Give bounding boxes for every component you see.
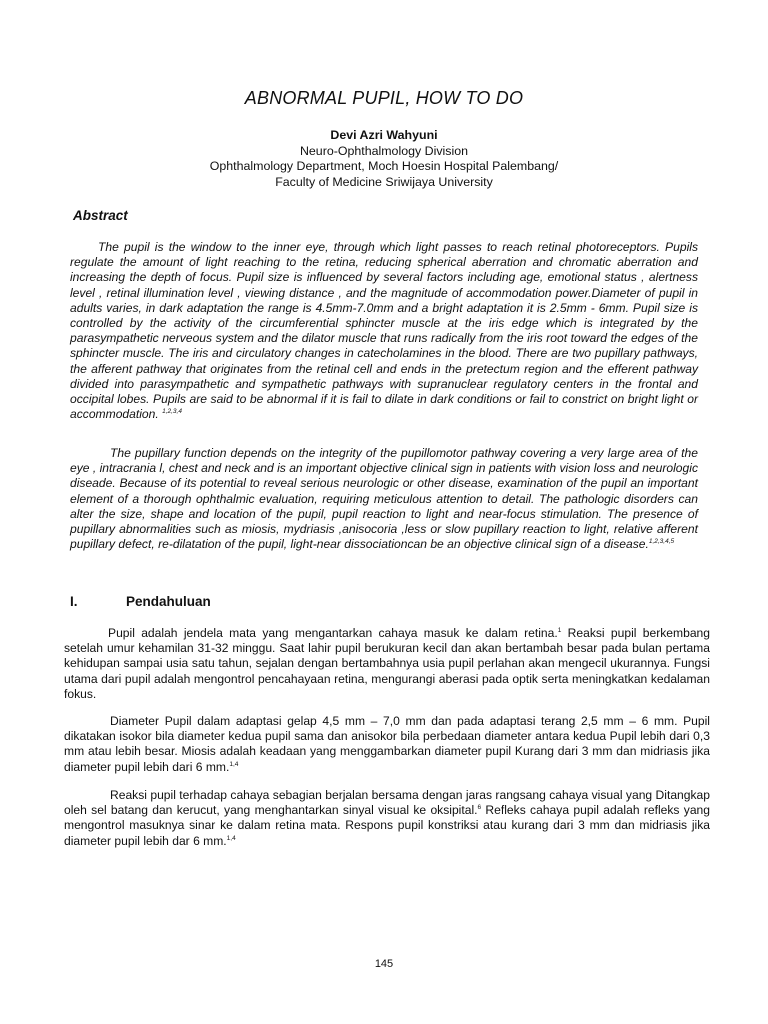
body-paragraph xyxy=(64,714,710,775)
citation-refs: 6 xyxy=(477,804,482,812)
citation-refs: 1 xyxy=(557,627,562,634)
author-name: Devi Azri Wahyuni xyxy=(330,128,438,142)
citation-refs: 1,2,3,4,5 xyxy=(648,538,675,546)
author-block xyxy=(0,128,768,190)
body-text: Reaksi pupil terhadap cahaya sebagian berjalan bersama dengan jaras rangsang cahaya visual yang Ditangkap oleh sel batang dan kerucut, yang menghantarkan sinyal visual ke oksipital. xyxy=(64,788,710,818)
section-heading xyxy=(70,594,211,609)
affiliation-line: Ophthalmology Department, Moch Hoesin Hospital Palembang/ xyxy=(209,159,559,174)
affiliation-line: Neuro-Ophthalmology Division xyxy=(299,143,469,158)
section-title: Pendahuluan xyxy=(126,594,211,609)
body-paragraph xyxy=(64,626,710,702)
body-text: Pupil adalah jendela mata yang mengantarkan cahaya masuk ke dalam retina. xyxy=(108,626,558,640)
citation-refs: 1,4 xyxy=(229,760,239,768)
body-paragraph xyxy=(64,788,710,849)
page-number: 145 xyxy=(374,958,394,970)
citation-refs: 1,2,3,4 xyxy=(162,408,182,416)
section-number: I. xyxy=(70,594,78,609)
abstract-text: The pupillary function depends on the integrity of the pupillomotor pathway covering a very large area of the eye , intracrania l, chest and neck and is an important objective clinical sign in patients with vision loss and neurologic diseade. Because of its potential to reveal serious neurologic or other disease, examination of the pupil an important element of a thorough ophthalmic evaluation, requiring meticulous attention to detail. The pathologic disorders can alter the size, shape and location of the pupil, pupil reaction to light and near-focus stimulation. The presence of pupillary abnormalities such as miosis, mydriasis ,anisocoria ,less or slow pupillary reaction to light, relative afferent pupillary defect, re-dilatation of the pupil, light-near dissociationcan be an objective clinical sign of a disease. xyxy=(70,446,698,552)
affiliation-line: Faculty of Medicine Sriwijaya University xyxy=(275,174,493,189)
abstract-paragraph xyxy=(70,446,698,552)
citation-refs: 1,4 xyxy=(226,834,236,842)
body-text: Reaksi pupil berkembang setelah umur kehamilan 31-32 minggu. Saat lahir pupil berukuran kecil dan akan bertambah besar pada bulan pertama kehidupan sampai usia satu tahun, sejalan dengan bertambahnya usia pupil perlahan akan mengecil ukurannya. Fungsi utama dari pupil adalah mengontrol pencahayaan retina, mengurangi aberasi pada optik serta meningkatkan kedalaman fokus. xyxy=(64,626,711,701)
paper-title: ABNORMAL PUPIL, HOW TO DO xyxy=(244,88,524,108)
abstract-heading: Abstract xyxy=(73,208,128,223)
body-text: Refleks cahaya pupil adalah refleks yang mengontrol masuknya sinar ke dalam retina mata. Respons pupil konstriksi atau kurang dari 3 mm dan midriasis jika diameter pupil lebih dar 6 mm. xyxy=(64,803,710,848)
abstract-text: The pupil is the window to the inner eye, through which light passes to reach retinal photoreceptors. Pupils regulate the amount of light reaching to the retina, reducing spherical aberration and chromatic aberration and increasing the depth of focus. Pupil size is influenced by several factors including age, emotional status , alertness level , retinal illumination level , viewing distance , and the magnitude of accommodation power.Diameter of pupil in adults varies, in dark adaptation the range is 4.5mm-7.0mm and a bright adaptation it is 2.5mm - 6mm. Pupil size is controlled by the activity of the circumferential sphincter muscle at the iris edge which is integrated by the parasympathetic nerveous system and the dilator muscle that runs radically from the iris root toward the edges of the sphincter muscle. The iris and circulatory changes in catecholamines in the blood. There are two pupillary pathways, the afferent pathway that originates from the retinal cell and ends in the pretectum region and the efferent pathway divided into parasympathetic and sympathetic pathways with supranuclear regulatory centers in the frontal and occipital lobes. Pupils are said to be abnormal if it is fail to dilate in dark conditions or fail to constrict on bright light or accommodation. xyxy=(70,240,698,422)
abstract-paragraph xyxy=(70,240,698,422)
body-text: Diameter Pupil dalam adaptasi gelap 4,5 mm – 7,0 mm dan pada adaptasi terang 2,5 mm – 6 mm. Pupil dikatakan isokor bila diameter kedua pupil sama dan anisokor bila perbedaan diameter antara kedua Pupil lebih dari 0,3 mm atau lebih besar. Miosis adalah keadaan yang menggambarkan diameter pupil Kurang dari 3 mm dan midriasis jika diameter pupil lebih dari 6 mm. xyxy=(64,714,710,774)
